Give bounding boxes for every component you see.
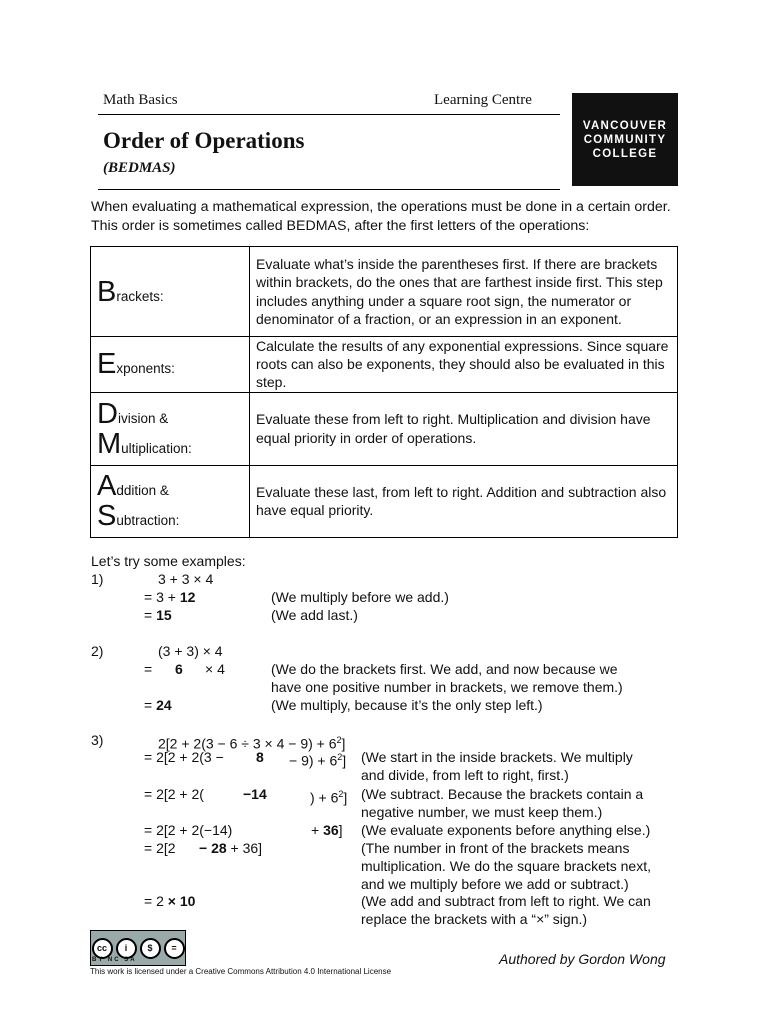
example-step: = <box>144 661 153 677</box>
noncommercial-icon: $ <box>140 938 161 959</box>
rule-initial: B <box>97 275 117 308</box>
table-row <box>91 465 678 537</box>
example-step-result: 8 <box>256 749 264 765</box>
college-logo <box>572 93 678 186</box>
bedmas-table <box>90 246 678 538</box>
example-step: = 2[2 <box>144 840 176 856</box>
example-step-rest: + 36] <box>311 822 343 838</box>
rule-label <box>91 392 250 465</box>
step-note: (The number in front of the brackets means multiplication. We do the square brackets next, and we multiply before we add or subtract.) <box>361 840 652 892</box>
step-note: (We add last.) <box>271 607 358 623</box>
attribution-icon: i <box>116 938 137 959</box>
rule-label <box>91 337 250 393</box>
example-expression: $2[2 + 2(3 - 6 \div 3 \times 4 - 9) + 6^2]$ <box>158 735 346 752</box>
rule-initial: D <box>97 397 118 430</box>
example-step: = 3 + 12 <box>144 589 196 605</box>
example-step: = 2[2 + 2( <box>144 786 204 802</box>
step-note: (We multiply, because it’s the only step left.) <box>271 697 543 713</box>
step-note: (We subtract. Because the brackets contain a negative number, we must keep them.) <box>361 786 644 820</box>
sharealike-icon: = <box>164 938 185 959</box>
rule-description: Calculate the results of any exponential expressions. Since square roots can also be exponents, they should also be evaluated in this step. <box>250 337 678 393</box>
example-step-rest: × 4 <box>205 661 225 677</box>
rule-label-rest: ultiplication: <box>121 440 192 456</box>
rule-label-rest: xponents: <box>116 361 175 377</box>
rule-label-rest: ddition & <box>116 483 169 499</box>
page-subtitle: (BEDMAS) <box>103 160 176 176</box>
rule-label-rest: ubtraction: <box>116 513 180 529</box>
cc-icon: cc <box>92 938 113 959</box>
example-step: = 2[2 + 2(−14) <box>144 822 233 838</box>
rule-label-rest: rackets: <box>116 288 164 304</box>
page-title: Order of Operations <box>103 128 305 153</box>
example-number: 2) <box>91 643 104 659</box>
header-rule-bottom <box>98 189 560 190</box>
example-step: = 15 <box>144 607 172 623</box>
intro-paragraph: When evaluating a mathematical expression, the operations must be done in a certain order. This order is sometimes called BEDMAS, after the first letters of the operations: <box>91 199 671 234</box>
cc-badge-caption: BY NC SA <box>92 957 137 963</box>
example-step-rest: − 28 + 36] <box>199 840 263 856</box>
header-rule-top <box>98 114 560 115</box>
table-row <box>91 392 678 465</box>
example-step-rest: − $9) + 6^2$] <box>289 752 347 769</box>
example-step-result: 6 <box>175 661 183 677</box>
rule-initial: S <box>97 500 117 533</box>
example-number: 3) <box>91 732 104 748</box>
example-expression: 3 + 3 × 4 <box>158 571 214 587</box>
table-row <box>91 337 678 393</box>
example-step-result: −14 <box>243 786 267 802</box>
step-note: (We start in the inside brackets. We multiply and divide, from left to right, first.) <box>361 749 633 783</box>
step-note: (We add and subtract from left to right. We can replace the brackets with a “×” sign.) <box>361 893 651 927</box>
header-course: Math Basics <box>103 92 178 108</box>
rule-label <box>91 465 250 537</box>
logo-line-3: COLLEGE <box>592 147 658 160</box>
example-step: = 2 × 10 <box>144 893 196 909</box>
example-number: 1) <box>91 571 104 587</box>
example-step: = 24 <box>144 697 172 713</box>
license-text: This work is licensed under a Creative Commons Attribution 4.0 International License <box>90 967 392 976</box>
rule-initial: M <box>97 427 122 460</box>
rule-initial: A <box>97 470 117 503</box>
step-note: (We evaluate exponents before anything else.) <box>361 822 651 838</box>
rule-label <box>91 247 250 337</box>
step-note: (We do the brackets first. We add, and now because we have one positive number in brackets, we remove them.) <box>271 661 623 695</box>
step-note: (We multiply before we add.) <box>271 589 449 605</box>
header-dept: Learning Centre <box>434 92 532 108</box>
table-row <box>91 247 678 337</box>
rule-description: Evaluate these from left to right. Multiplication and division have equal priority in order of operations. <box>250 392 678 465</box>
example-step: = 2[2 + 2(3 − <box>144 749 224 765</box>
example-expression: (3 + 3) × 4 <box>158 643 223 659</box>
example-step-rest: ) + $6^2$] <box>310 789 348 806</box>
rule-initial: E <box>97 348 117 381</box>
rule-label-rest: ivision & <box>117 410 169 426</box>
examples-intro: Let’s try some examples: <box>91 553 246 569</box>
author-credit: Authored by Gordon Wong <box>499 951 666 967</box>
logo-line-1: VANCOUVER <box>582 119 668 132</box>
rule-description: Evaluate what’s inside the parentheses first. If there are brackets within brackets, do the ones that are farthest inside first. This step includes anything under a square root sign, the numerator or denominator of a fraction, or an expression in an exponent. <box>250 247 678 337</box>
logo-line-2: COMMUNITY <box>583 133 667 146</box>
rule-description: Evaluate these last, from left to right. Addition and subtraction also have equal priority. <box>250 465 678 537</box>
